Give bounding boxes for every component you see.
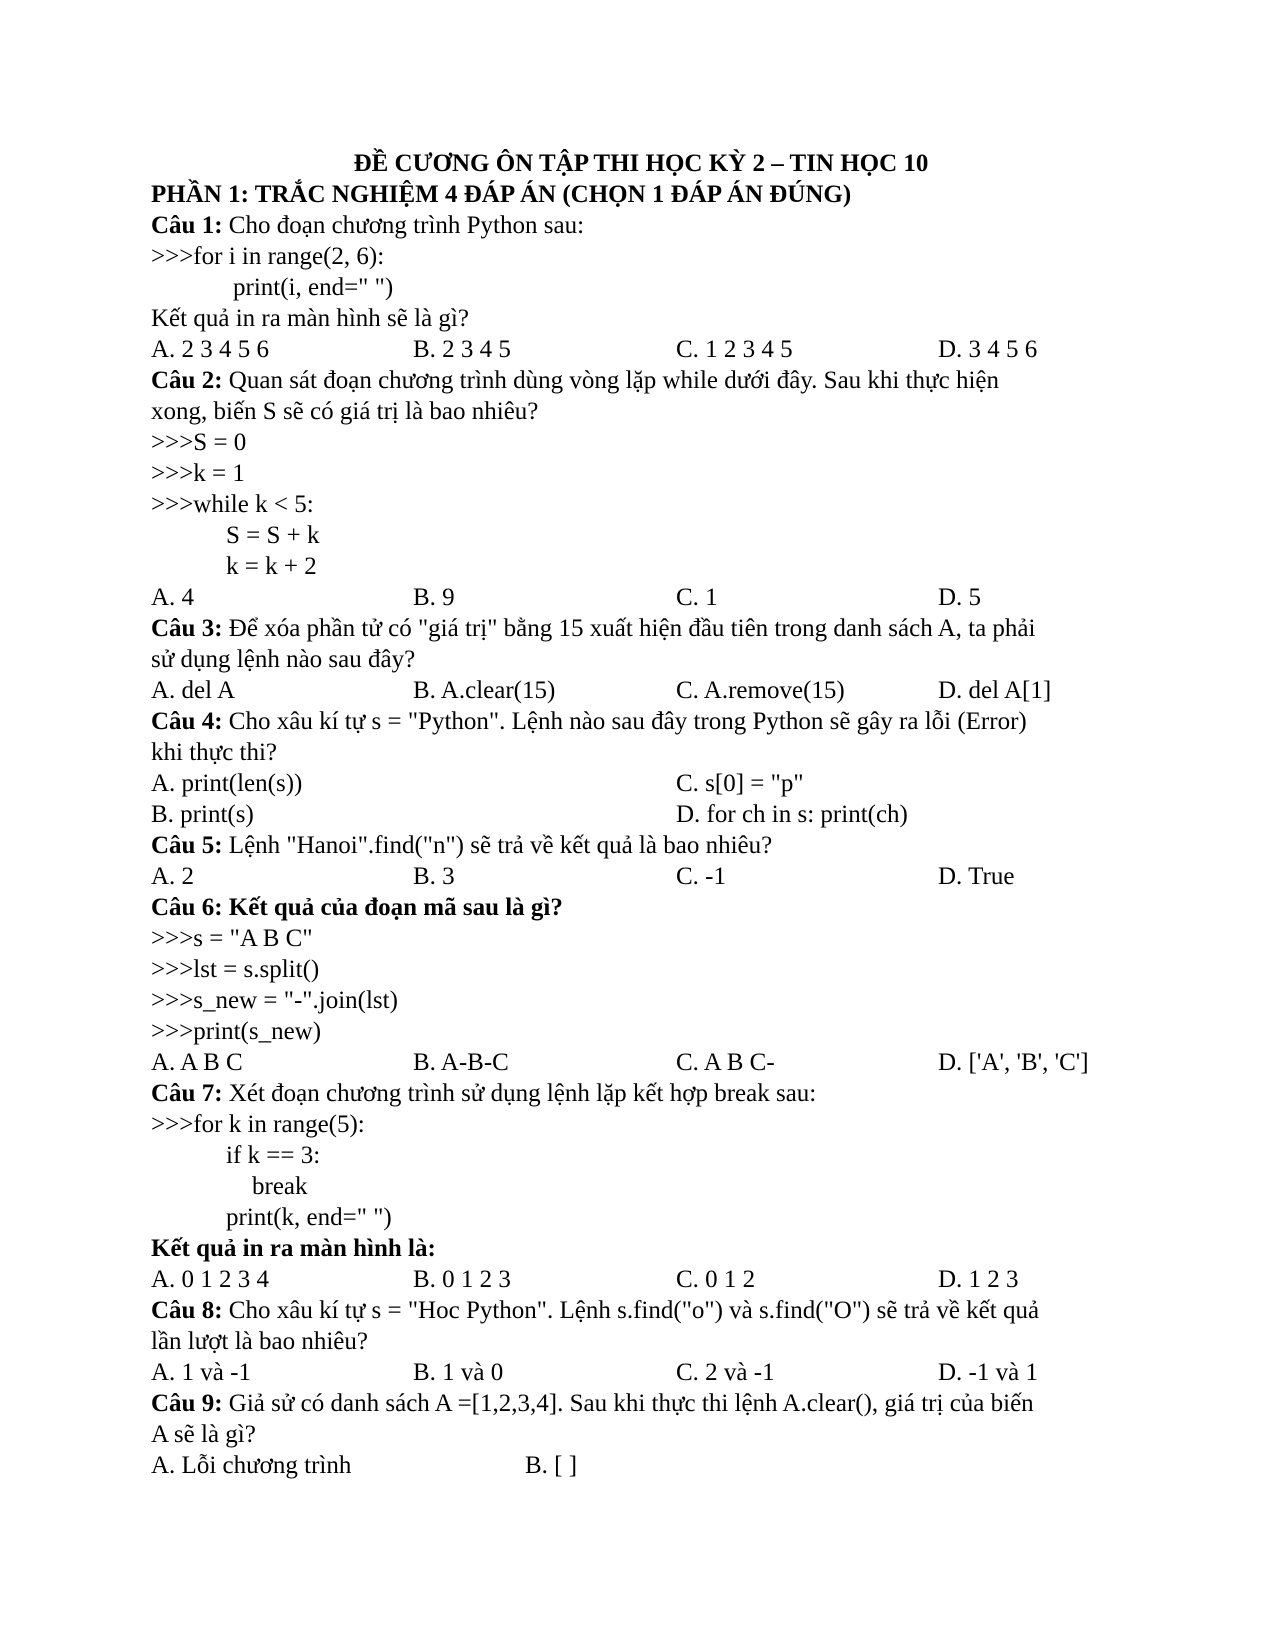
option-d: D. for ch in s: print(ch)	[676, 801, 908, 828]
code-line: >>>while k < 5:	[151, 491, 314, 518]
question-text: Giả sử có danh sách A =[1,2,3,4]. Sau khi thực thi lệnh A.clear(), giá trị của biến	[222, 1390, 1034, 1417]
question-label: Câu 3:	[151, 615, 223, 642]
answer-options	[151, 582, 1131, 613]
answer-options	[151, 799, 1131, 830]
option-c: C. 1 2 3 4 5	[676, 336, 793, 363]
question-text-continued: A sẽ là gì?	[151, 1421, 256, 1448]
option-c: C. 1	[676, 584, 718, 611]
question-2	[151, 365, 1131, 396]
question-label: Câu 5:	[151, 832, 223, 859]
answer-options	[151, 1264, 1131, 1295]
code-line: S = S + k	[226, 522, 320, 549]
option-d: D. 5	[938, 584, 982, 611]
question-9	[151, 1388, 1131, 1419]
option-d: D. ['A', 'B', 'C']	[938, 1049, 1089, 1076]
question-5	[151, 830, 1131, 861]
option-a: A. 1 và -1	[151, 1359, 251, 1386]
code-line: print(k, end=" ")	[226, 1204, 392, 1231]
option-b: B. A.clear(15)	[413, 677, 556, 704]
question-3	[151, 613, 1131, 644]
option-d: D. -1 và 1	[938, 1359, 1038, 1386]
answer-options	[151, 1450, 1131, 1481]
code-line: >>>S = 0	[151, 429, 247, 456]
answer-options	[151, 768, 1131, 799]
option-a: A. Lỗi chương trình	[151, 1452, 352, 1479]
question-7	[151, 1078, 1131, 1109]
document-title: ĐỀ CƯƠNG ÔN TẬP THI HỌC KỲ 2 – TIN HỌC 10	[353, 150, 929, 177]
code-line: >>>lst = s.split()	[151, 956, 320, 983]
code-line: k = k + 2	[226, 553, 317, 580]
question-label: Câu 1:	[151, 212, 223, 239]
question-label: Câu 7:	[151, 1080, 223, 1107]
question-label: Câu 9:	[151, 1390, 223, 1417]
question-text: Cho xâu kí tự s = "Hoc Python". Lệnh s.find("o") và s.find("O") sẽ trả về kết quả	[222, 1297, 1040, 1324]
question-text: Lệnh "Hanoi".find("n") sẽ trả về kết quả là bao nhiêu?	[222, 832, 773, 859]
answer-options	[151, 861, 1131, 892]
document-page	[151, 148, 1131, 1481]
question-text-continued: khi thực thi?	[151, 739, 278, 766]
code-line: >>>for k in range(5):	[151, 1111, 365, 1138]
question-label: Câu 2:	[151, 367, 223, 394]
option-c: C. 2 và -1	[676, 1359, 775, 1386]
option-a: A. 2 3 4 5 6	[151, 336, 270, 363]
question-label: Câu 4:	[151, 708, 223, 735]
option-d: D. True	[938, 863, 1015, 890]
option-a: A. 2	[151, 863, 195, 890]
option-b: B. [ ]	[525, 1452, 578, 1479]
code-line: print(i, end=" ")	[233, 274, 394, 301]
question-text: Quan sát đoạn chương trình dùng vòng lặp while dưới đây. Sau khi thực hiện	[222, 367, 999, 394]
option-b: B. print(s)	[151, 801, 254, 828]
question-text-continued: xong, biến S sẽ có giá trị là bao nhiêu?	[151, 398, 539, 425]
option-a: A. print(len(s))	[151, 770, 303, 797]
option-b: B. 0 1 2 3	[413, 1266, 511, 1293]
answer-options	[151, 675, 1131, 706]
answer-options	[151, 334, 1131, 365]
option-d: D. del A[1]	[938, 677, 1052, 704]
option-c: C. 0 1 2	[676, 1266, 756, 1293]
code-line: if k == 3:	[226, 1142, 321, 1169]
option-d: D. 3 4 5 6	[938, 336, 1038, 363]
code-line: >>>for i in range(2, 6):	[151, 243, 385, 270]
question-1	[151, 210, 1131, 241]
question-text: Cho đoạn chương trình Python sau:	[222, 212, 585, 239]
option-a: A. A B C	[151, 1049, 243, 1076]
answer-options	[151, 1357, 1131, 1388]
option-c: C. A B C-	[676, 1049, 775, 1076]
question-text: Cho xâu kí tự s = "Python". Lệnh nào sau đây trong Python sẽ gây ra lỗi (Error)	[222, 708, 1027, 735]
question-text-continued: sử dụng lệnh nào sau đây?	[151, 646, 416, 673]
question-text: Để xóa phần tử có "giá trị" bằng 15 xuất hiện đầu tiên trong danh sách A, ta phải	[222, 615, 1036, 642]
question-text-continued: lần lượt là bao nhiêu?	[151, 1328, 368, 1355]
option-b: B. 3	[413, 863, 455, 890]
code-line: >>>print(s_new)	[151, 1018, 322, 1045]
code-line: >>>s = "A B C"	[151, 925, 313, 952]
question-8	[151, 1295, 1131, 1326]
option-c: C. -1	[676, 863, 726, 890]
question-4	[151, 706, 1131, 737]
section-heading: PHẦN 1: TRẮC NGHIỆM 4 ĐÁP ÁN (CHỌN 1 ĐÁP ÁN ĐÚNG)	[151, 181, 852, 208]
option-d: D. 1 2 3	[938, 1266, 1019, 1293]
code-line: break	[252, 1173, 308, 1200]
question-prompt: Kết quả in ra màn hình sẽ là gì?	[151, 305, 469, 332]
option-a: A. del A	[151, 677, 236, 704]
question-text: Xét đoạn chương trình sử dụng lệnh lặp kết hợp break sau:	[222, 1080, 817, 1107]
question-6: Câu 6: Kết quả của đoạn mã sau là gì?	[151, 894, 563, 921]
code-line: >>>k = 1	[151, 460, 245, 487]
option-a: A. 4	[151, 584, 195, 611]
option-b: B. 1 và 0	[413, 1359, 504, 1386]
option-b: B. 9	[413, 584, 455, 611]
option-a: A. 0 1 2 3 4	[151, 1266, 270, 1293]
code-line: >>>s_new = "-".join(lst)	[151, 987, 398, 1014]
option-b: B. A-B-C	[413, 1049, 509, 1076]
question-prompt: Kết quả in ra màn hình là:	[151, 1235, 436, 1262]
option-b: B. 2 3 4 5	[413, 336, 511, 363]
answer-options	[151, 1047, 1131, 1078]
question-label: Câu 8:	[151, 1297, 223, 1324]
option-c: C. s[0] = "p"	[676, 770, 804, 797]
option-c: C. A.remove(15)	[676, 677, 845, 704]
